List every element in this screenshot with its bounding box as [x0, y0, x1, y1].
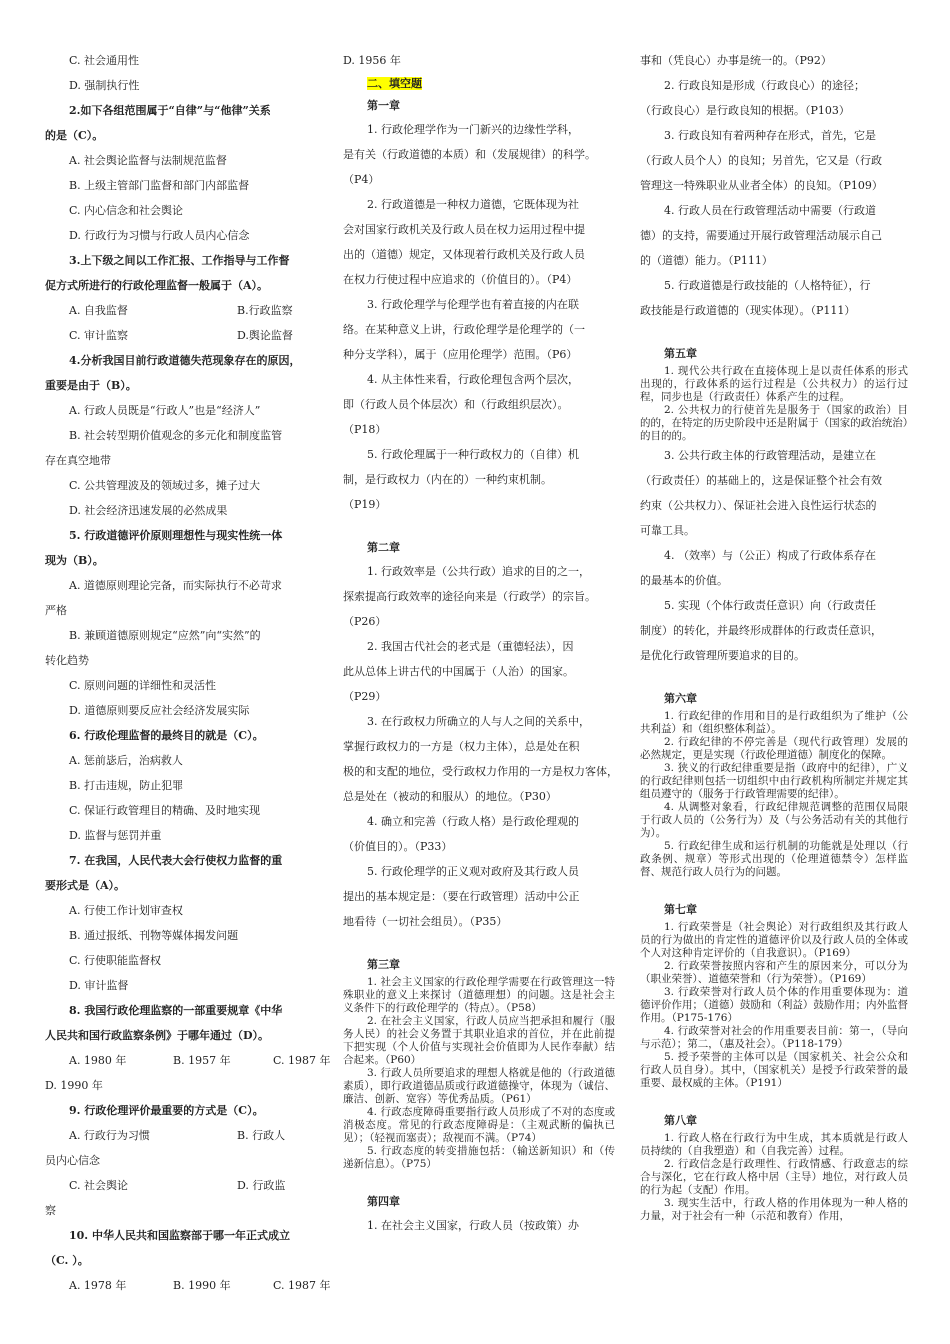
- option-row: [45, 1273, 331, 1298]
- text-line: 提出的基本规定是：（要在行政管理）活动中公正: [343, 890, 580, 903]
- text-line: 事和（凭良心）办事是统一的。（P92）: [640, 54, 832, 67]
- option-text: B. 1957 年: [173, 1054, 231, 1067]
- text-line: 种分支学科），属于（应用伦理学）范围。（P6）: [343, 348, 578, 361]
- option-text: A. 1980 年: [69, 1054, 127, 1067]
- answer-line: B. 打击违规，防止犯罪: [69, 779, 184, 792]
- option-text: C. 1987 年: [273, 1054, 331, 1067]
- text-line: 德）的支持，需要通过开展行政管理活动展示自己: [640, 229, 882, 242]
- text-line: 极的和支配的地位，受行政权力作用的一方是权力客体，: [343, 765, 618, 778]
- chapter-4-body: [343, 1213, 615, 1238]
- answer-line: A. 道德原则理论完备，而实际执行不必苛求: [69, 579, 282, 592]
- chapter-8-body: [640, 1132, 908, 1223]
- text-line: （价值目的）。（P33）: [343, 840, 453, 853]
- chapter-5-title: 第五章: [664, 347, 697, 360]
- option-text: C. 1987 年: [273, 1279, 331, 1292]
- answer-line: D. 行政行为习惯与行政人员内心信念: [69, 229, 250, 242]
- text-line: 制，是行政权力（内在的）一种约束机制。: [343, 473, 552, 486]
- paragraph: 1. 在社会主义国家，行政人员（按政策）办: [367, 1219, 579, 1232]
- text-line: （行政人员个人）的良知；另首先，它又是（行政: [640, 154, 882, 167]
- text-line: 3. 在行政权力所确立的人与人之间的关系中，: [367, 715, 590, 728]
- paragraph: 1. 社会主义国家的行政伦理学需要在行政管理这一特殊职业的意义上来探讨（道德理想）的问题。这是社会主义条件下的行政伦理学的（特点）。（P58）: [343, 976, 615, 1014]
- question-line: 7. 在我国，人民代表大会行使权力监督的重: [69, 854, 283, 867]
- answer-line: C. 内心信念和社会舆论: [69, 204, 184, 217]
- answer-line: C. 原则问题的详细性和灵活性: [69, 679, 217, 692]
- answer-line: C. 保证行政管理目的精确、及时地实现: [69, 804, 261, 817]
- option-text: D.舆论监督: [237, 329, 293, 342]
- answer-line: D. 社会经济迅速发展的必然成果: [69, 504, 228, 517]
- text-line: 会对国家行政机关及行政人员在权力运用过程中提: [343, 223, 585, 236]
- text-line: 出的（道德）规定，又体现着行政机关及行政人员: [343, 248, 585, 261]
- text-line: （P18）: [343, 423, 387, 436]
- option-row: [45, 298, 313, 323]
- text-line: 探索提高行政效率的途径向来是（行政学）的宗旨。: [343, 590, 596, 603]
- answer-line: A. 行政人员既是“行政人”也是“经济人”: [69, 404, 261, 417]
- answer-line: C. 行使职能监督权: [69, 954, 162, 967]
- chapter-1-title: 第一章: [367, 99, 400, 112]
- chapter-1-body: [343, 117, 615, 517]
- text-line: 管理这一特殊职业从业者全体）的良知。（P109）: [640, 179, 883, 192]
- text-line: （P26）: [343, 615, 387, 628]
- answer-line: D. 强制执行性: [69, 79, 140, 92]
- text-line: 5. 行政道德是行政技能的（人格特征），行: [664, 279, 871, 292]
- option-row: [45, 323, 313, 348]
- text-line: 2. 行政良知是形成（行政良心）的途径；: [664, 79, 865, 92]
- column-left: [45, 48, 331, 1298]
- text-line: （P29）: [343, 690, 387, 703]
- column-right: [640, 48, 908, 1223]
- option-text: A. 1978 年: [69, 1279, 127, 1292]
- text-line: 5. 实现（个体行政责任意识）向（行政责任: [664, 599, 876, 612]
- answer-line: C. 社会通用性: [69, 54, 140, 67]
- chapter-5-small-text: [640, 365, 908, 443]
- question-line: 的是（C）。: [45, 129, 104, 142]
- text-line: （P4）: [343, 173, 380, 186]
- text-line: 即（行政人员个体层次）和（行政组织层次）。: [343, 398, 569, 411]
- chapter-4-title: 第四章: [367, 1195, 400, 1208]
- question-line: 促方式所进行的行政伦理监督一般属于（A）。: [45, 279, 269, 292]
- text-line: 3. 公共行政主体的行政管理活动，是建立在: [664, 449, 876, 462]
- chapter-6-body: [640, 710, 908, 879]
- answer-line: D. 1990 年: [45, 1079, 103, 1092]
- text-line: 的最基本的价值。: [640, 574, 728, 587]
- text-line: 是优化行政管理所要追求的目的。: [640, 649, 805, 662]
- question-line: 2.如下各组范围属于“自律”与“他律”关系: [69, 104, 271, 117]
- text-line: 5. 行政伦理属于一种行政权力的（自律）机: [367, 448, 579, 461]
- text-line: （行政责任）的基础上的，这是保证整个社会有效: [640, 474, 882, 487]
- answer-line: A. 行使工作计划审查权: [69, 904, 183, 917]
- chapter-5-body: [640, 443, 908, 668]
- paragraph: 3. 行政人员所要追求的理想人格就是他的（行政道德素质），即行政道德品质或行政道德操守，体现为（诚信、廉洁、创新、宽容）等优秀品质。（P61）: [343, 1067, 615, 1105]
- question-line: 4.分析我国目前行政道德失范现象存在的原因，: [69, 354, 301, 367]
- paragraph: 5. 授予荣誉的主体可以是（国家机关、社会公众和行政人员自身）。其中，（国家机关）是授予行政荣誉的最重要、最权威的主体。（P191）: [640, 1051, 908, 1089]
- option-text: B. 行政人: [237, 1129, 286, 1142]
- text-line: 地看待（一切社会组员）。（P35）: [343, 915, 508, 928]
- paragraph: 2. 在社会主义国家，行政人员应当把承担和履行（服务人民）的社会义务置于其职业追求的首位，并在此前提下把实现（个人价值与实现社会价值即为人民作奉献）结合起来。（P60）: [343, 1015, 615, 1066]
- answer-line: 察: [45, 1204, 56, 1217]
- paragraph: 2. 行政荣誉按照内容和产生的原因来分，可以分为（职业荣誉）、道德荣誉和（行为荣誉）。（P169）: [640, 960, 908, 985]
- chapter-4-continued: [640, 48, 908, 323]
- answer-line: 转化趋势: [45, 654, 89, 667]
- answer-line: B. 兼顾道德原则规定“应然”向“实然”的: [69, 629, 261, 642]
- question-line: 8. 我国行政伦理监察的一部重要规章《中华: [69, 1004, 283, 1017]
- text-line: 络。在某种意义上讲，行政伦理学是伦理学的（一: [343, 323, 585, 336]
- paragraph: 1. 行政纪律的作用和目的是行政组织为了维护（公共利益）和（组织整体利益）。: [640, 710, 908, 735]
- paragraph: 3. 行政荣誉对行政人员个体的作用重要体现为：道德评价作用；（道德）鼓励和（利益）鼓励作用；内外监督作用。（P175-176）: [640, 986, 908, 1024]
- question-line: 要形式是（A）。: [45, 879, 126, 892]
- text-line: 5. 行政伦理学的正义观对政府及其行政人员: [367, 865, 579, 878]
- text-line: 2. 我国古代社会的老式是（重德轻法），因: [367, 640, 574, 653]
- question-line: 3.上下级之间以工作汇报、工作指导与工作督: [69, 254, 290, 267]
- question-line: 10. 中华人民共和国监察部于哪一年正式成立: [69, 1229, 290, 1242]
- answer-line: C. 公共管理波及的领域过多，摊子过大: [69, 479, 261, 492]
- question-line: 9. 行政伦理评价最重要的方式是（C）。: [69, 1104, 264, 1117]
- answer-line: B. 社会转型期价值观念的多元化和制度监管: [69, 429, 283, 442]
- chapter-7-body: [640, 921, 908, 1090]
- option-text: C. 审计监察: [69, 329, 129, 342]
- text-line: 4. 确立和完善（行政人格）是行政伦理观的: [367, 815, 579, 828]
- paragraph: 2. 公共权力的行使首先是服务于（国家的政治）目的的，在特定的历史阶段中还是附属于（国家的政治统治）的目的的。: [640, 404, 908, 442]
- question-line: 重要是由于（B）。: [45, 379, 137, 392]
- paragraph: 4. 从调整对象看，行政纪律规范调整的范围仅局限于行政人员的（公务行为）及（与公务活动有关的其他行为）。: [640, 801, 908, 839]
- answer-line: 严格: [45, 604, 67, 617]
- text-line: （行政良心）是行政良知的根据。（P103）: [640, 104, 850, 117]
- answer-line: B. 通过报纸、刊物等媒体揭发问题: [69, 929, 239, 942]
- text-line: 是有关（行政道德的本质）和（发展规律）的科学。: [343, 148, 596, 161]
- chapter-8-title: 第八章: [664, 1114, 697, 1127]
- option-d-1956: D. 1956 年: [343, 54, 401, 67]
- paragraph: 4. 行政荣誉对社会的作用重要表目前：第一，（导向与示范）；第二，（惠及社会）。（P118-179）: [640, 1025, 908, 1050]
- answer-line: D. 监督与惩罚并重: [69, 829, 162, 842]
- option-row: [45, 1173, 313, 1198]
- text-line: 1. 行政伦理学作为一门新兴的边缘性学科，: [367, 123, 579, 136]
- option-text: A. 行政行为习惯: [69, 1129, 150, 1142]
- question-line: （C. ）。: [45, 1254, 89, 1267]
- chapter-7-title: 第七章: [664, 903, 697, 916]
- text-line: 在权力行使过程中应追求的（价值目的）。（P4）: [343, 273, 578, 286]
- paragraph: 3. 狭义的行政纪律重要是指（政府中的纪律），广义的行政纪律则包括一切组织中由行政机构所制定并规定其组员遵守的（服务于行政管理需要的纪律）。: [640, 762, 908, 800]
- option-text: B. 1990 年: [173, 1279, 231, 1292]
- paragraph: 3. 现实生活中，行政人格的作用体现为一种人格的力量，对于社会有一种（示范和教育）作用，: [640, 1197, 908, 1222]
- paragraph: 2. 行政纪律的不停完善是（现代行政管理）发展的必然规定，更是实现（行政伦理道德）制度化的保障。: [640, 736, 908, 761]
- answer-line: D. 道德原则要反应社会经济发展实际: [69, 704, 250, 717]
- answer-line: D. 审计监督: [69, 979, 129, 992]
- option-text: B.行政监察: [237, 304, 293, 317]
- chapter-2-title: 第二章: [367, 541, 400, 554]
- text-line: （P19）: [343, 498, 387, 511]
- text-line: 3. 行政良知有着两种存在形式，首先，它是: [664, 129, 876, 142]
- text-line: 的（道德）能力。（P111）: [640, 254, 773, 267]
- paragraph: 5. 行政态度的转变措施包括：（输送新知识）和（传递新信息）。（P75）: [343, 1145, 615, 1170]
- paragraph: 1. 行政人格在行政行为中生成，其本质就是行政人员持续的（自我塑造）和（自我完善）过程。: [640, 1132, 908, 1157]
- text-line: 此从总体上讲古代的中国属于（人治）的国家。: [343, 665, 574, 678]
- text-line: 约束（公共权力）、保证社会进入良性运行状态的: [640, 499, 877, 512]
- answer-line: B. 上级主管部门监督和部门内部监督: [69, 179, 250, 192]
- text-line: 4. 行政人员在行政管理活动中需要（行政道: [664, 204, 876, 217]
- chapter-3-title: 第三章: [367, 958, 400, 971]
- answer-line: A. 惩前毖后，治病救人: [69, 754, 183, 767]
- chapter-3-body: [343, 976, 615, 1171]
- paragraph: 1. 行政荣誉是（社会舆论）对行政组织及其行政人员的行为做出的肯定性的道德评价以及行政人员的全体或个人对这种肯定评价的（自我意识）。（P169）: [640, 921, 908, 959]
- text-line: 4. （效率）与（公正）构成了行政体系存在: [664, 549, 876, 562]
- paragraph: 1. 现代公共行政在直接体现上是以责任体系的形式出现的，行政体系的运行过程是（公共权力）的运行过程，同步也是（行政责任）体系产生的过程。: [640, 365, 908, 403]
- option-text: A. 自我监督: [69, 304, 128, 317]
- paragraph: 5. 行政纪律生成和运行机制的功能就是处理以（行政条例、规章）等形式出现的（伦理道德禁令）怎样监督、规范行政人员行为的问题。: [640, 840, 908, 878]
- column-middle: [343, 48, 618, 1238]
- answer-line: 员内心信念: [45, 1154, 100, 1167]
- chapter-6-title: 第六章: [664, 692, 697, 705]
- answer-line: A. 社会舆论监督与法制规范监督: [69, 154, 227, 167]
- answer-line: 存在真空地带: [45, 454, 111, 467]
- text-line: 1. 行政效率是（公共行政）追求的目的之一，: [367, 565, 590, 578]
- paragraph: 4. 行政态度障碍重要指行政人员形成了不对的态度或消极态度。常见的行政态度障碍是：（主观武断的偏执已见）；（轻视而塞责）；敌视而不满。（P74）: [343, 1106, 615, 1144]
- option-row: [45, 1048, 331, 1073]
- question-line: 5. 行政道德评价原则理想性与现实性统一体: [69, 529, 283, 542]
- section-title: 二、填空题: [367, 77, 422, 90]
- text-line: 可靠工具。: [640, 524, 695, 537]
- option-text: C. 社会舆论: [69, 1179, 129, 1192]
- text-line: 制度）的转化，并最终形成群体的行政责任意识，: [640, 624, 882, 637]
- text-line: 3. 行政伦理学与伦理学也有着直接的内在联: [367, 298, 579, 311]
- paragraph: 2. 行政信念是行政理性、行政情感、行政意志的综合与深化，它在行政人格中居（主导）地位，对行政人员的行为起（支配）作用。: [640, 1158, 908, 1196]
- text-line: 2. 行政道德是一种权力道德，它既体现为社: [367, 198, 579, 211]
- question-line: 现为（B）。: [45, 554, 104, 567]
- question-line: 6. 行政伦理监督的最终目的就是（C）。: [69, 729, 264, 742]
- question-line: 人民共和国行政监察条例》于哪年通过（D）。: [45, 1029, 270, 1042]
- chapter-2-body: [343, 559, 618, 934]
- text-line: 总是处在（被动的和服从）的地位。（P30）: [343, 790, 557, 803]
- option-row: [45, 1123, 313, 1148]
- text-line: 4. 从主体性来看，行政伦理包含两个层次，: [367, 373, 579, 386]
- text-line: 掌握行政权力的一方是（权力主体），总是处在积: [343, 740, 580, 753]
- option-text: D. 行政监: [237, 1179, 286, 1192]
- text-line: 政技能是行政道德的（现实体现）。（P111）: [640, 304, 856, 317]
